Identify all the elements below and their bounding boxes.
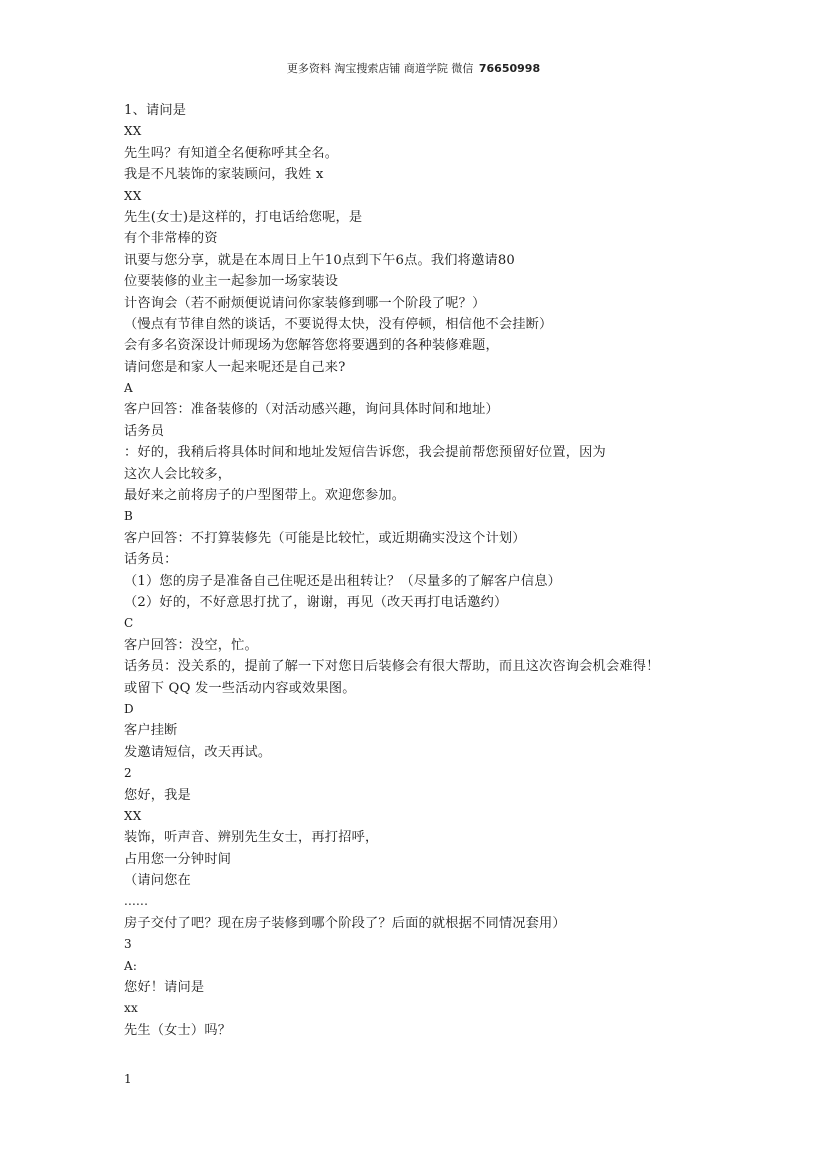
text-line: 装饰，听声音、辨别先生女士，再打招呼， [124, 830, 379, 846]
text-line: （慢点有节律自然的谈话，不要说得太快，没有停顿，相信他不会挂断） [124, 316, 553, 332]
text-line: （2）好的，不好意思打扰了，谢谢，再见（改天再打电话邀约） [124, 594, 508, 610]
text-line: B [124, 509, 134, 524]
text-line: 占用您一分钟时间 [124, 851, 232, 867]
text-line: 有个非常棒的资 [124, 231, 218, 247]
text-line: （请问您在 [124, 873, 191, 889]
text-line: 会有多名资深设计师现场为您解答您将要遇到的各种装修难题， [124, 338, 499, 354]
text-line: XX [124, 124, 142, 139]
text-line: 我是不凡装饰的家装顾问，我姓 x [124, 167, 324, 183]
text-line: xx [124, 1001, 138, 1016]
text-line: ：好的，我稍后将具体时间和地址发短信告诉您，我会提前帮您预留好位置，因为 [124, 445, 606, 461]
text-line: 先生（女士）吗？ [124, 1022, 232, 1038]
text-line: 或留下 QQ 发一些活动内容或效果图。 [124, 680, 356, 696]
text-line: 房子交付了吧？现在房子装修到哪个阶段了？后面的就根据不同情况套用） [124, 915, 566, 931]
text-line: 位要装修的业主一起参加一场家装设 [124, 274, 339, 290]
text-line: ...... [124, 894, 149, 909]
text-line: 讯要与您分享，就是在本周日上午10点到下午6点。我们将邀请80 [124, 252, 516, 268]
page-number: 1 [124, 1072, 132, 1086]
text-line: 这次人会比较多， [124, 466, 232, 482]
text-line: D [124, 701, 134, 716]
text-line: 您好，我是 [124, 787, 191, 803]
text-line: A: [124, 958, 138, 973]
header-wechat-number: 76650998 [478, 62, 541, 75]
text-line: XX [124, 188, 142, 203]
text-line: 先生吗？有知道全名便称呼其全名。 [124, 145, 339, 161]
text-line: 客户回答：不打算装修先（可能是比较忙，或近期确实没这个计划） [124, 530, 526, 546]
text-line: 客户回答：没空，忙。 [124, 637, 258, 653]
text-line: （1）您的房子是准备自己住呢还是出租转让？（尽量多的了解客户信息） [124, 573, 561, 589]
text-line: C [124, 616, 134, 631]
document-body [124, 100, 724, 1041]
text-line: 话务员 [124, 423, 165, 439]
text-line: 1、请问是 [124, 103, 187, 118]
text-line: 计咨询会（若不耐烦便说请问你家装修到哪一个阶段了呢？） [124, 295, 486, 311]
text-line: 请问您是和家人一起来呢还是自己来? [124, 359, 346, 375]
header-text: 更多资料 淘宝搜索店铺 商道学院 微信 [286, 62, 474, 75]
text-line: 话务员：没关系的，提前了解一下对您日后装修会有很大帮助，而且这次咨询会机会难得！ [124, 659, 660, 675]
text-line: 您好！请问是 [124, 980, 205, 996]
text-line: 话务员： [124, 552, 178, 568]
text-line: 客户回答：准备装修的（对活动感兴趣，询问具体时间和地址） [124, 402, 499, 418]
text-line: XX [124, 808, 142, 823]
text-line: 客户挂断 [124, 723, 178, 739]
text-line: 2 [124, 766, 132, 781]
text-line: 3 [124, 937, 132, 952]
text-line: 最好来之前将房子的户型图带上。欢迎您参加。 [124, 488, 406, 504]
text-line: A [124, 381, 133, 396]
text-line: 先生(女士)是这样的，打电话给您呢，是 [124, 209, 363, 225]
text-line: 发邀请短信，改天再试。 [124, 744, 272, 760]
page-header [0, 60, 827, 76]
